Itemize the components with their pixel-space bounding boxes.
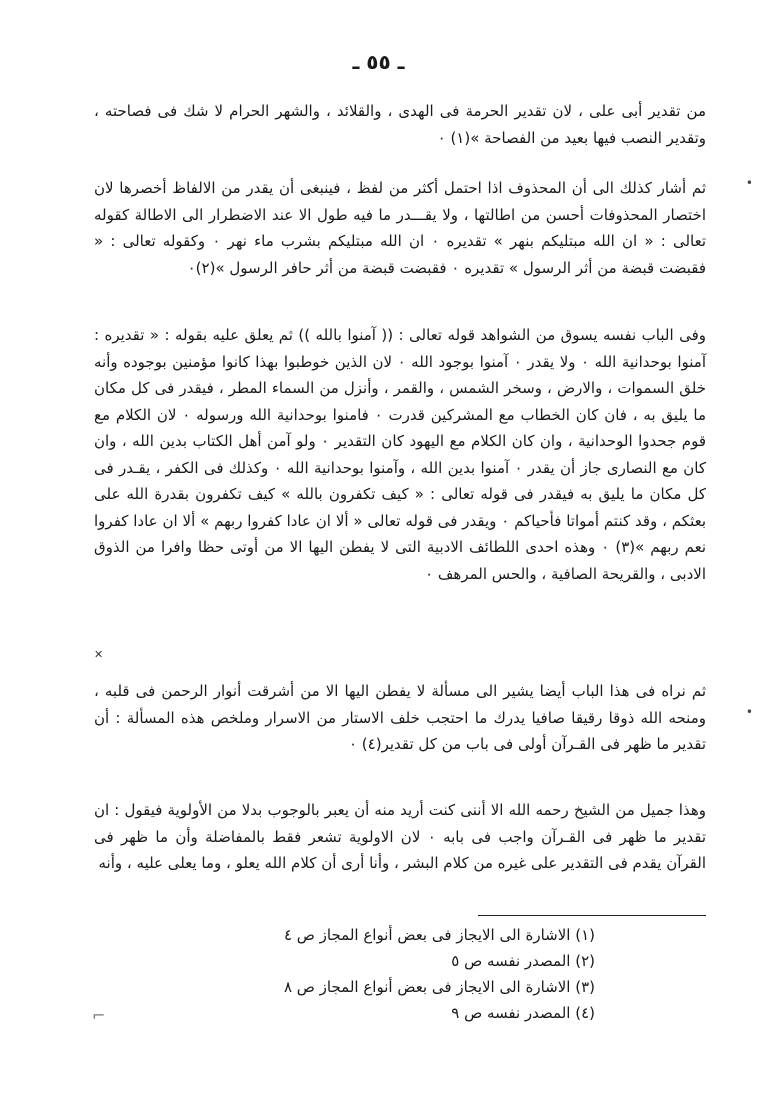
ink-mark-icon: ✕ bbox=[94, 648, 104, 661]
page-number: ـ ٥٥ ـ bbox=[352, 50, 405, 74]
footnote-4: (٤) المصدر نفسه ص ٩ bbox=[451, 1004, 595, 1022]
paragraph-1: من تقدير أبى على ، لان تقدير الحرمة فى الهدى ، والقلائد ، والشهر الحرام لا شك فى فصاحته ، وتقدير النصب فيها بعيد من الفصاحة »(١) ٠ bbox=[94, 102, 706, 147]
corner-bracket-icon: ⌐ bbox=[92, 1006, 106, 1025]
margin-mark-icon: • bbox=[745, 176, 753, 190]
paragraph-3: وفى الباب نفسه يسوق من الشواهد قوله تعالى : (( آمنوا بالله )) ثم يعلق عليه بقوله : « تقديره : آمنوا بوحدانية الله ٠ ولا يقدر ٠ آمنوا بوجود الله ٠ لان الذين خوطبوا بهذا كانوا مؤمنين بوجوده وأنه خلق السموات ، والارض ، وسخر الشمس ، والقمر ، وأنزل من السماء المطر ، فيقدر فى كل مكان ما يليق به ، فان كان الخطاب مع المشركين قدرت ٠ فامنوا بوحدانية الله ورسوله ٠ لان الكلام مع قوم جحدوا الوحدانية ، وان كان الكلام مع اليهود كان التقدير ٠ ولو آمن أهل الكتاب بدين الله ، وان كان مع النصارى جاز أن يقدر ٠ آمنوا بدين الله ، وآمنوا بوحدانية الله ٠ وكذلك فى الكفر ، يقـدر فى كل مكان ما يليق به فيقدر فى قوله تعالى : « كيف تكفرون بالله » كيف تكفرون بقدرة الله على بعثكم ، وقد كنتم أمواتا فأحياكم ٠ ويقدر فى قوله تعالى « ألا ان عادا كفروا ربهم » ألا ان عادا كفروا نعم ربهم »(٣) ٠ وهذه احدى اللطائف الادبية التى لا يفطن اليها الا من أوتى حظا وافرا من الذوق الادبى ، والقريحة الصافية ، والحس المرهف ٠ bbox=[94, 326, 707, 583]
paragraph-5: وهذا جميل من الشيخ رحمه الله الا أننى كنت أريد منه أن يعبر بالوجوب بدلا من الأولوية فيقول : ان تقدير ما ظهر فى القـرآن واجب فى بابه ٠ لان الاولوية تشعر فقط بالمفاضلة وأن ما ظهر فى القرآن يقدم فى التقدير على غيره من كلام البشر ، وأنا أرى أن كلام الله يعلو ، وما يعلى عليه ، وأنه bbox=[94, 801, 706, 872]
footnote-2: (٢) المصدر نفسه ص ٥ bbox=[451, 952, 595, 970]
paragraph-2: ثم أشار كذلك الى أن المحذوف اذا احتمل أكثر من لفظ ، فينبغى أن يقدر من الالفاظ أخصرها لان اختصار المحذوفات أحسن من اطالتها ، ولا يقـــدر ما فيه طول الا عند الاضطرار الى الاطالة كقوله تعالى : « ان الله مبتليكم بنهر » تقديره ٠ ان الله مبتليكم بشرب ماء نهر ٠ وكقوله تعالى : « فقبضت قبضة من أثر الرسول » تقديره ٠ فقبضت قبضة من أثر حافر الرسول »(٢)٠ bbox=[94, 179, 706, 277]
margin-mark-icon: • bbox=[745, 705, 753, 719]
footnote-separator bbox=[478, 915, 706, 916]
footnote-3: (٣) الاشارة الى الايجاز فى بعض أنواع المجاز ص ٨ bbox=[283, 978, 595, 996]
footnotes bbox=[200, 922, 595, 1026]
paragraph-4: ثم نراه فى هذا الباب أيضا يشير الى مسألة لا يفطن اليها الا من أشرقت أنوار الرحمن فى قلبه ، ومنحه الله ذوقا رقيقا صافيا يدرك ما احتجب خلف الاستار من الاسرار وملخص هذه المسألة : أن تقدير ما ظهر فى القـرآن أولى فى باب من كل تقدير(٤) ٠ bbox=[94, 682, 706, 753]
footnote-1: (١) الاشارة الى الايجاز فى بعض أنواع المجاز ص ٤ bbox=[283, 926, 595, 944]
